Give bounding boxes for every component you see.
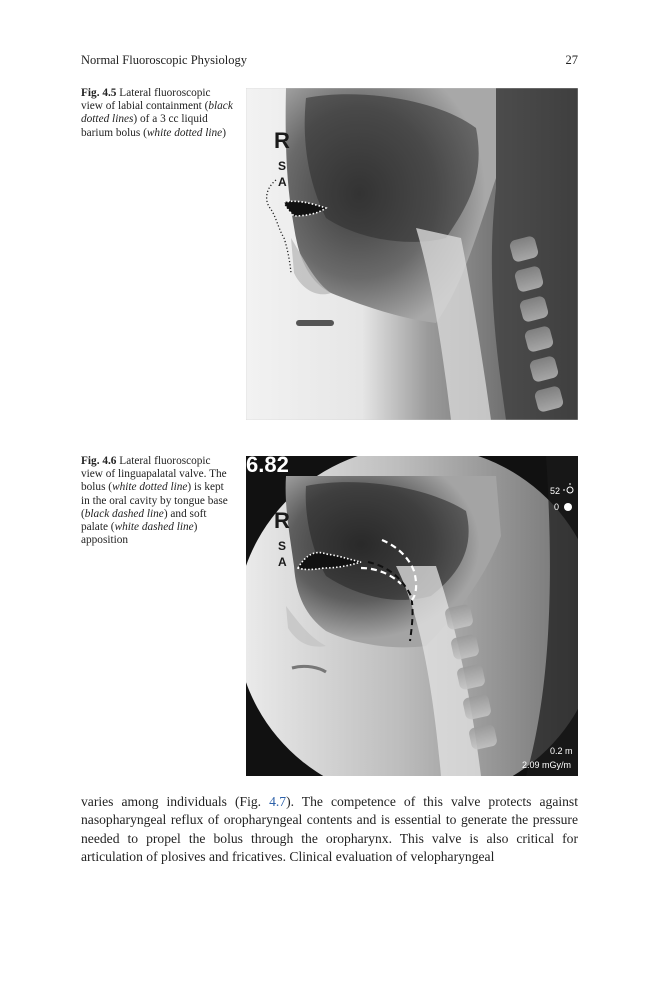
figure-4-6-caption: [81, 455, 233, 547]
svg-text:A: A: [278, 175, 287, 189]
body-paragraph: [81, 793, 578, 867]
figure-4-6-image: [246, 456, 578, 776]
body-text-segment: ). The competence of this valve protects against nasopharyngeal reflux of oropharyngeal contents and is essential to generate the pressure needed to propel the bolus through the oropharynx. This valve is also critical for articulation of plosives and fricatives. Clinical evaluation of velopharyngeal: [81, 794, 578, 865]
overlay-right-1: 52: [550, 486, 561, 496]
overlay-top-reading: 6.82: [246, 456, 289, 477]
caption-text: ): [222, 126, 226, 139]
overlay-bottom-1: 0.2 m: [550, 746, 573, 756]
caption-italic: white dashed line: [114, 521, 194, 534]
half-moon-icon: [564, 503, 572, 511]
caption-text: Lateral fluoroscopic view of labial containment (: [81, 87, 211, 113]
figure-4-5-caption: [81, 87, 233, 140]
figure-4-7-link[interactable]: 4.7: [269, 794, 287, 809]
svg-text:S: S: [278, 539, 287, 553]
caption-text: ) of a 3 cc liquid barium bolus (: [81, 113, 208, 139]
caption-text: ) and soft palate (: [81, 507, 207, 534]
running-header: [81, 53, 578, 69]
figure-4-6-label: Fig. 4.6: [81, 455, 117, 467]
overlay-right-2: 0: [554, 502, 560, 512]
caption-italic: black dotted lines: [81, 100, 233, 126]
caption-text: ) is kept in the oral cavity by tongue base (: [81, 481, 228, 520]
figure-4-5-label: Fig. 4.5: [81, 87, 117, 99]
image-marker-r: R: [274, 128, 290, 153]
caption-italic: white dotted line: [146, 126, 223, 139]
fluoroscopy-image-4-5: [246, 88, 578, 420]
caption-italic: black dashed line: [84, 507, 164, 520]
caption-italic: white dotted line: [112, 481, 188, 494]
caption-text: ) apposition: [81, 521, 198, 547]
overlay-bottom-2: 2.09 mGy/m: [522, 760, 572, 770]
figure-4-5-image: [246, 88, 578, 420]
running-title: Normal Fluoroscopic Physiology: [81, 53, 247, 67]
page-number: 27: [565, 53, 578, 67]
image-marker-r: R: [274, 508, 290, 533]
body-text-segment: varies among individuals (Fig.: [81, 794, 270, 809]
fluoroscopy-image-4-6: [246, 456, 578, 776]
caption-text: Lateral fluoroscopic view of linguapalatal valve. The bolus (: [81, 455, 227, 494]
svg-text:A: A: [278, 555, 287, 569]
svg-text:S: S: [278, 159, 287, 173]
